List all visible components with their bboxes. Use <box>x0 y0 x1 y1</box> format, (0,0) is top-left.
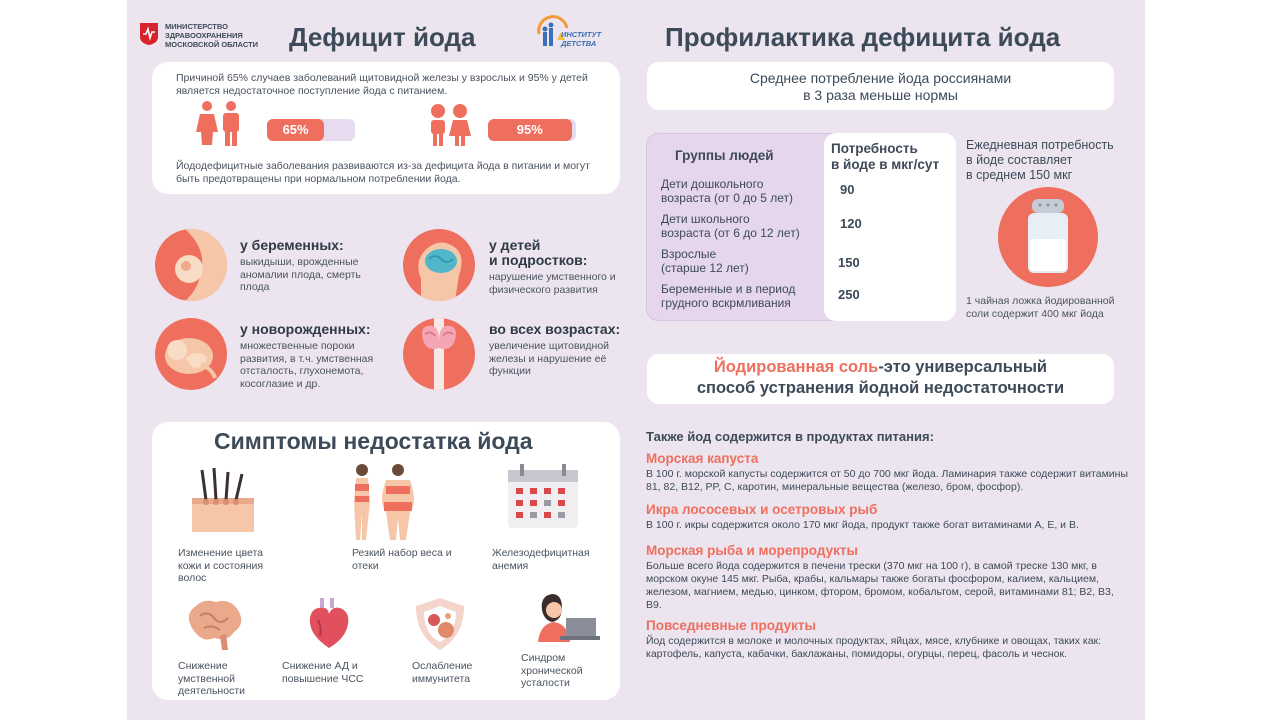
mental-decline-icon <box>184 598 244 650</box>
food-text-caviar: В 100 г. икры содержится около 170 мкг йода, продукт также богат витаминами А, Е, и В. <box>646 519 1079 531</box>
food-title-seafood: Морская рыба и морепродукты <box>646 543 858 558</box>
food-title-seaweed: Морская капуста <box>646 451 759 466</box>
symptoms-card <box>152 422 620 700</box>
iodized-salt-highlight: Йодированная соль <box>713 358 879 376</box>
table-row-3-value: 150 <box>838 255 860 270</box>
risk-circle-children <box>403 229 475 301</box>
iodine-need-values <box>824 133 956 321</box>
salt-shaker-icon <box>998 187 1098 287</box>
table-row-2-value: 120 <box>840 216 862 231</box>
symptom-label-skin: Изменение цвета кожи и состояния волос <box>178 547 264 584</box>
food-text-everyday: Йод содержится в молоке и молочных продуктах, яйцах, мясе, клубнике и овощах, таких как: картофель, капуста, кабачки, баклажаны, помидоры, огурцы, перец, фасоль и чеснок. <box>646 635 1102 660</box>
risk-newborn-desc: множественные пороки развития, в т.ч. умственная отсталость, глухонемота, косоглазие и др. <box>240 340 374 390</box>
food-title-caviar: Икра лососевых и осетровых рыб <box>646 502 878 517</box>
stats-card <box>152 62 620 194</box>
weight-gain-icon <box>348 462 418 542</box>
children-icon <box>426 102 474 148</box>
iodized-salt-line-2: способ устранения йодной недостаточности <box>696 379 1065 397</box>
food-title-everyday: Повседневные продукты <box>646 618 817 633</box>
risk-all-ages-desc: увеличение щитовидной железы и нарушение её функции <box>489 340 610 377</box>
ministry-line-3: МОСКОВСКОЙ ОБЛАСТИ <box>165 40 259 49</box>
ministry-emblem-icon <box>139 22 159 46</box>
symptom-label-mental: Снижение умственной деятельности <box>178 660 245 697</box>
table-header-need: Потребность в йоде в мкг/сут <box>831 141 940 172</box>
consumption-note: Среднее потребление йода россиянами в 3 раза меньше нормы <box>749 70 1012 103</box>
stats-footer: Йододефицитные заболевания развиваются из-за дефицита йода в питании и могут быть предотвращены при нормальном потреблении йода. <box>176 160 590 185</box>
thyroid-icon <box>403 318 475 390</box>
salt-circle <box>998 187 1098 287</box>
calendar-icon <box>508 464 578 528</box>
table-header-groups: Группы людей <box>675 148 774 163</box>
table-row-3-group: Взрослые (старше 12 лет) <box>661 247 749 275</box>
institute-logo <box>535 14 620 54</box>
risk-newborn-title: у новорожденных: <box>240 321 371 337</box>
iodized-salt-card <box>647 354 1114 404</box>
symptom-label-tired: Синдром хронической усталости <box>521 652 583 689</box>
symptom-label-anemia: Железодефицитная анемия <box>492 547 590 572</box>
table-row-1-value: 90 <box>840 182 855 197</box>
children-bar <box>488 119 576 141</box>
stats-intro: Причиной 65% случаев заболеваний щитовидной железы у взрослых и 95% у детей является недостаточное поступление йода с питанием. <box>176 72 588 97</box>
right-page-title: Профилактика дефицита йода <box>665 22 1061 52</box>
food-text-seafood: Больше всего йода содержится в печени трески (370 мкг на 100 г), в самой треске 130 мкг, в морском окуне 145 мкг. Рыба, крабы, кальмары также богаты фосфором, калием, кальцием, железом, магнием, медью, цинком, фтором, бромом, кобальтом, серой, витаминами 81; B2, B3, B9. <box>646 560 1114 611</box>
table-row-1-group: Дети дошкольного возраста (от 0 до 5 лет) <box>661 177 794 205</box>
table-row-4-value: 250 <box>838 287 860 302</box>
risk-circle-pregnant <box>155 229 227 301</box>
symptom-label-heart: Снижение АД и повышение ЧСС <box>282 660 364 685</box>
institute-line-1: ИНСТИТУТ <box>561 30 602 39</box>
daily-need-text: Ежедневная потребность в йоде составляет в среднем 150 мкг <box>966 138 1114 182</box>
risk-children <box>489 238 629 296</box>
heart-icon <box>306 598 352 650</box>
ministry-logo <box>139 22 269 50</box>
risk-all-ages-title: во всех возрастах: <box>489 321 621 337</box>
risk-circle-newborn <box>155 318 227 390</box>
left-page-title: Дефицит йода <box>289 22 476 52</box>
salt-note: 1 чайная ложка йодированной соли содержит 400 мкг йода <box>966 295 1115 320</box>
adults-icon <box>192 100 246 146</box>
table-row-4-group: Беременные и в период грудного вскрмливания <box>661 282 796 310</box>
risk-children-title: у детей и подростков: <box>489 237 588 268</box>
risk-all-ages <box>489 322 629 378</box>
fetus-icon <box>155 318 227 390</box>
iodized-salt-line-1 <box>647 358 1114 377</box>
adults-bar-fill: 65% <box>267 119 324 141</box>
risk-circle-all-ages <box>403 318 475 390</box>
children-bar-fill: 95% <box>488 119 572 141</box>
symptom-label-immunity: Ослабление иммунитета <box>412 660 473 685</box>
immunity-icon <box>412 596 468 652</box>
adults-bar <box>267 119 355 141</box>
food-text-seaweed: В 100 г. морской капусты содержится от 50 до 700 мкг йода. Ламинария также содержит витамины 81, 82, B12, PP, C, каротин, минеральные вещества (железо, бром, фосфор). <box>646 468 1128 493</box>
symptoms-title: Симптомы недостатка йода <box>214 428 533 454</box>
institute-line-2: ДЕТСТВА <box>561 38 597 48</box>
brain-icon <box>403 229 475 301</box>
pregnant-icon <box>155 229 227 301</box>
ministry-line-1: МИНИСТЕРСТВО <box>165 22 228 31</box>
risk-newborn <box>240 322 390 390</box>
iodized-salt-rest: -это универсальный <box>878 358 1048 376</box>
risk-pregnant <box>240 238 390 294</box>
table-row-2-group: Дети школьного возраста (от 6 до 12 лет) <box>661 212 800 240</box>
skin-hair-icon <box>192 468 254 532</box>
symptom-label-weight: Резкий набор веса и отеки <box>352 547 452 572</box>
foods-intro: Также йод содержится в продуктах питания: <box>646 429 934 444</box>
consumption-card <box>647 62 1114 110</box>
infographic-page <box>127 0 1145 720</box>
tired-person-icon <box>532 590 600 642</box>
risk-children-desc: нарушение умственного и физического развития <box>489 271 616 296</box>
ministry-line-2: ЗДРАВООХРАНЕНИЯ <box>165 31 243 40</box>
risk-pregnant-title: у беременных: <box>240 237 344 253</box>
risk-pregnant-desc: выкидыши, врожденные аномалии плода, смерть плода <box>240 256 361 293</box>
